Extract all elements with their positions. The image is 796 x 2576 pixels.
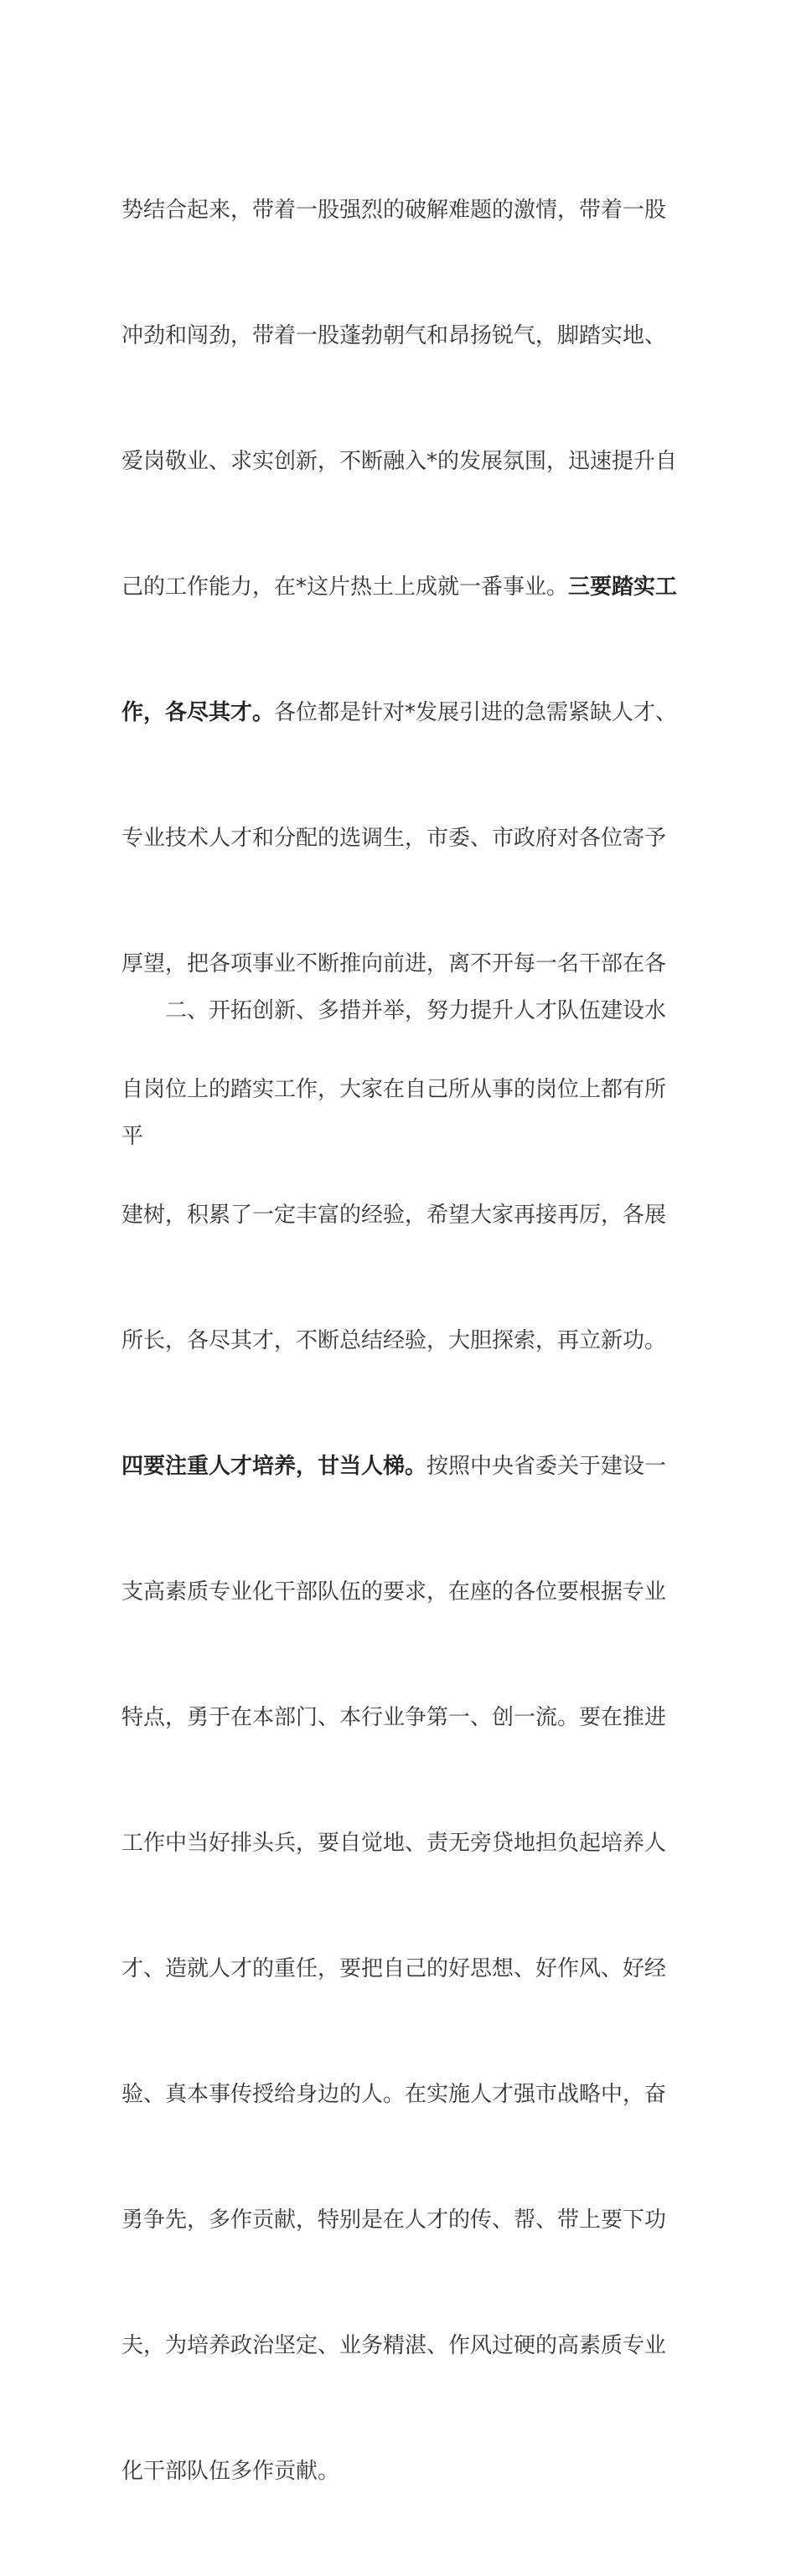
- bold-heading-run: 作，各尽其才。: [121, 700, 275, 725]
- text-line: [121, 692, 679, 734]
- text-line: 自岗位上的踏实工作，大家在自己所从事的岗位上都有所: [121, 1077, 667, 1102]
- text-run: 按照中央省委关于建设一: [426, 1454, 667, 1479]
- text-line: [121, 566, 679, 608]
- text-line: 建树，积累了一定丰富的经验，希望大家再接再厉，各展: [121, 1203, 667, 1228]
- text-line: 专业技术人才和分配的选调生，市委、市政府对各位寄予: [121, 826, 667, 851]
- text-run: 己的工作能力，在*这片热土上成就一番事业。: [121, 574, 569, 600]
- text-line: [121, 1445, 679, 1487]
- text-line: 平: [121, 1124, 144, 1149]
- text-line: 二、开拓创新、多措并举，努力提升人才队伍建设水: [121, 998, 667, 1023]
- text-line: 特点，勇于在本部门、本行业争第一、创一流。要在推进: [121, 1705, 667, 1730]
- text-line: 爱岗敬业、求实创新，不断融入*的发展氛围，迅速提升自: [121, 449, 678, 474]
- text-line: 验、真本事传授给身边的人。在实施人才强市战略中，奋: [121, 2082, 667, 2107]
- section-heading: [121, 906, 679, 1241]
- text-line: 才、造就人才的重任，要把自己的好思想、好作风、好经: [121, 1956, 667, 1981]
- bold-heading-run: 四要注重人才培养，甘当人梯。: [121, 1454, 427, 1479]
- text-line: 支高素质专业化干部队伍的要求，在座的各位要根据专业: [121, 1579, 667, 1605]
- bold-heading-run: 三要踏实工: [568, 574, 678, 600]
- text-line: 化干部队伍多作贡献。: [121, 2459, 340, 2484]
- text-line: 勇争先，多作贡献，特别是在人才的传、帮、带上要下功: [121, 2208, 667, 2233]
- text-line: 工作中当好排头兵，要自觉地、责无旁贷地担负起培养人: [121, 1831, 667, 1856]
- body-paragraph: [121, 106, 679, 2576]
- text-line: 夫，为培养政治坚定、业务精湛、作风过硬的高素质专业: [121, 2333, 667, 2358]
- text-line: 厚望，把各项事业不断推向前进，离不开每一名干部在各: [121, 951, 667, 976]
- text-line: 势结合起来，带着一股强烈的破解难题的激情，带着一股: [121, 198, 667, 223]
- text-run: 各位都是针对*发展引进的急需紧缺人才、: [274, 700, 678, 725]
- text-line: 冲劲和闯劲，带着一股蓬勃朝气和昂扬锐气，脚踏实地、: [121, 323, 667, 348]
- text-line: 所长，各尽其才，不断总结经验，大胆探索，再立新功。: [121, 1328, 667, 1353]
